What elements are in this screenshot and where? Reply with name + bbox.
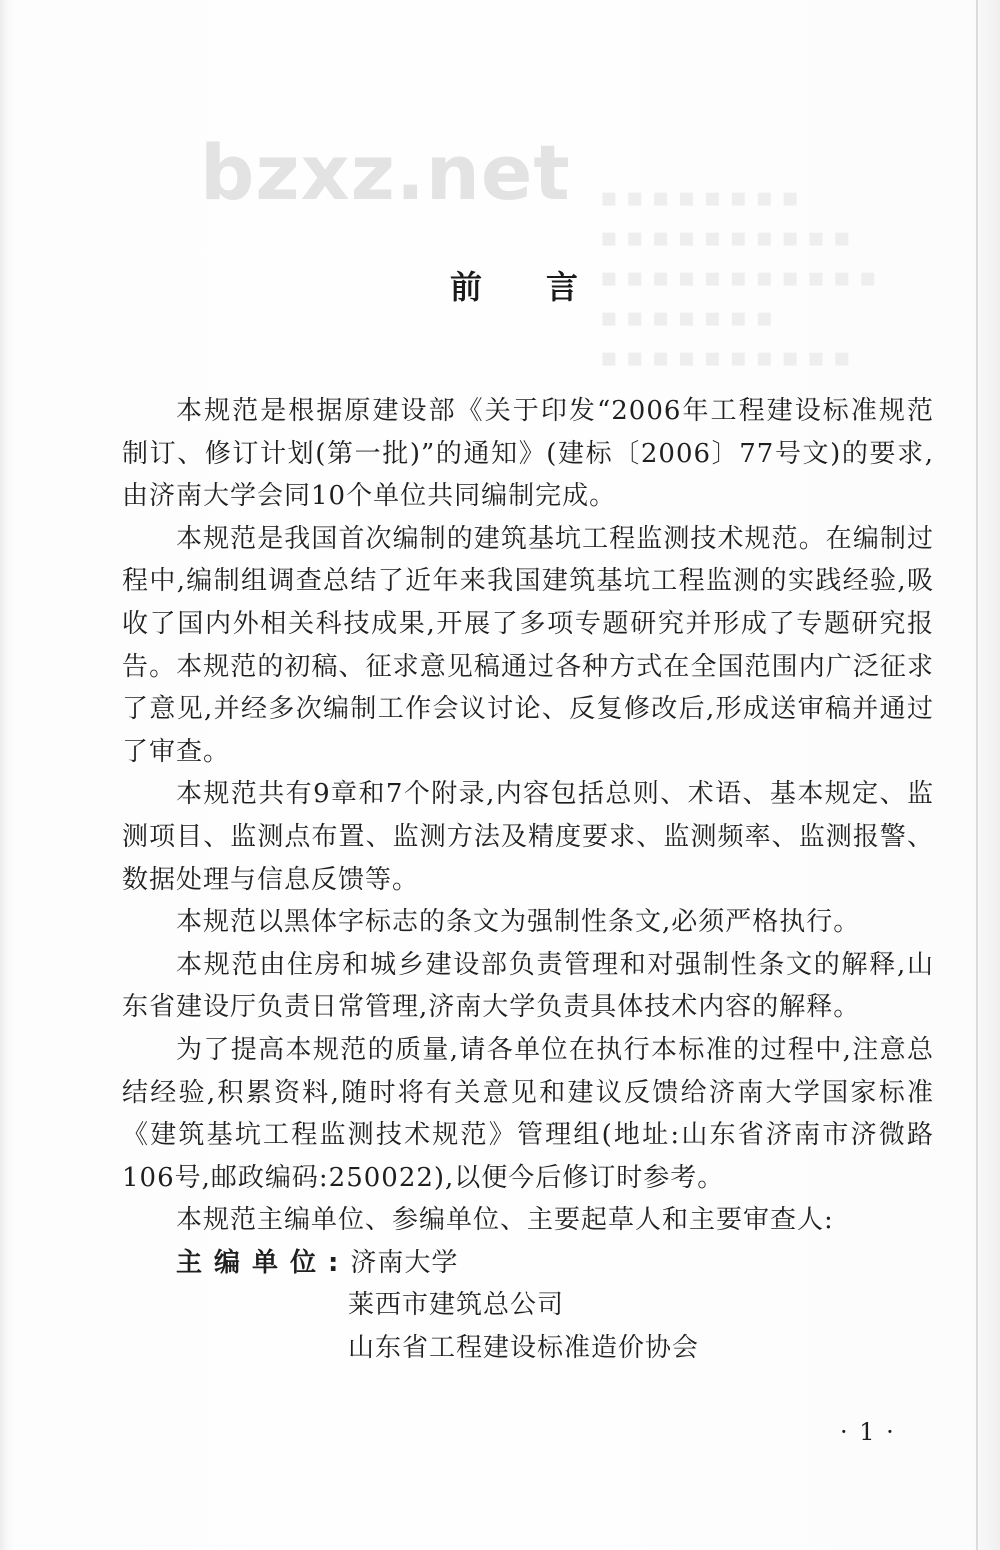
paragraph: 本规范由住房和城乡建设部负责管理和对强制性条文的解释,山东省建设厅负责日常管理,济南大学负责具体技术内容的解释。	[122, 949, 934, 1023]
show-through-text: ▪ ▪ ▪ ▪ ▪ ▪ ▪ ▪ ▪ ▪ ▪ ▪ ▪ ▪ ▪ ▪ ▪ ▪ ▪ ▪ ▪ ▪ ▪ ▪ ▪ ▪ ▪ ▪ ▪ ▪ ▪ ▪ ▪ ▪ ▪ ▪ ▪ ▪ ▪ ▪ ▪ ▪ ▪ ▪ ▪ ▪	[600, 183, 877, 373]
paragraph: 本规范是我国首次编制的建筑基坑工程监测技术规范。在编制过程中,编制组调查总结了近年来我国建筑基坑工程监测的实践经验,吸收了国内外相关科技成果,开展了多项专题研究并形成了专题研究报告。本规范的初稿、征求意见稿通过各种方式在全国范围内广泛征求了意见,并经多次编制工作会议讨论、反复修改后,形成送审稿并通过了审查。	[122, 523, 934, 767]
preface-body	[122, 390, 934, 1370]
page-title: 前言	[450, 268, 643, 306]
page-number: · 1 ·	[840, 1418, 896, 1446]
chief-editor-org: 山东省工程建设标准造价协会	[348, 1333, 700, 1364]
paragraph: 本规范以黑体字标志的条文为强制性条文,必须严格执行。	[176, 907, 861, 938]
watermark: bzxz.net	[200, 128, 571, 217]
chief-editor-row	[122, 1242, 934, 1285]
paragraph: 为了提高本规范的质量,请各单位在执行本标准的过程中,注意总结经验,积累资料,随时将有关意见和建议反馈给济南大学国家标准《建筑基坑工程监测技术规范》管理组(地址:山东省济南市济微路106号,邮政编码:250022),以便今后修订时参考。	[122, 1034, 934, 1193]
paragraph: 本规范主编单位、参编单位、主要起草人和主要审查人:	[176, 1205, 834, 1236]
chief-editor-org: 莱西市建筑总公司	[348, 1290, 565, 1321]
paragraph: 本规范是根据原建设部《关于印发“2006年工程建设标准规范制订、修订计划(第一批)”的通知》(建标〔2006〕77号文)的要求,由济南大学会同10个单位共同编制完成。	[122, 396, 934, 512]
chief-editor-org: 济南大学	[350, 1247, 459, 1278]
chief-editor-label: 主编单位:	[176, 1247, 351, 1278]
page-edge-shadow	[976, 0, 978, 1550]
paragraph: 本规范共有9章和7个附录,内容包括总则、术语、基本规定、监测项目、监测点布置、监测方法及精度要求、监测频率、监测报警、数据处理与信息反馈等。	[122, 779, 934, 895]
